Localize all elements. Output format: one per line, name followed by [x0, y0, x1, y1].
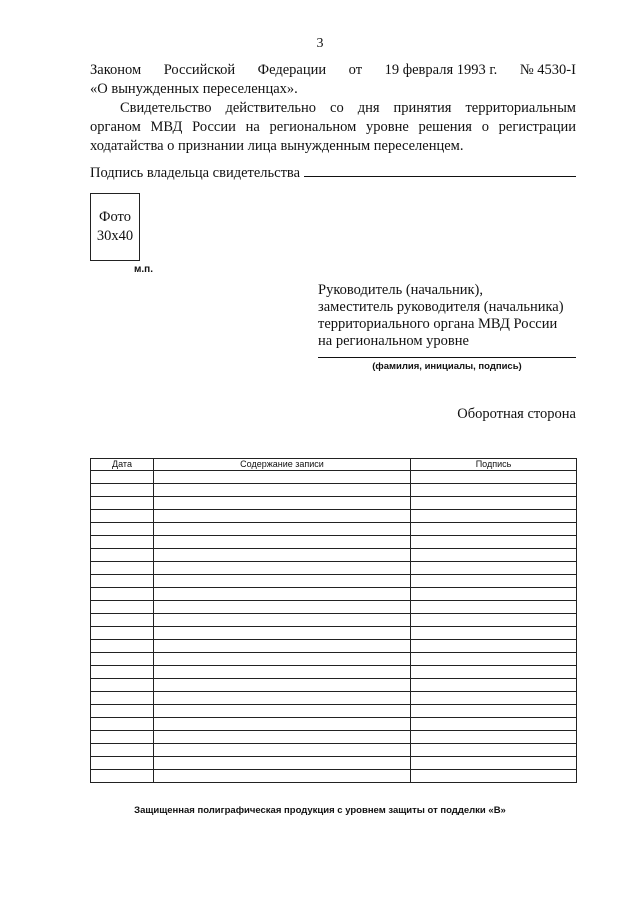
table-row	[91, 679, 577, 692]
date-cell	[91, 770, 154, 783]
entry-cell	[154, 718, 411, 731]
table-row	[91, 536, 577, 549]
entry-cell	[154, 562, 411, 575]
page-number: 3	[316, 36, 324, 51]
entry-cell	[154, 510, 411, 523]
signature-cell	[411, 627, 577, 640]
date-cell	[91, 692, 154, 705]
table-row	[91, 666, 577, 679]
law-date: 19 февраля 1993 г.	[384, 62, 498, 78]
table-body	[91, 471, 577, 783]
entry-cell	[154, 744, 411, 757]
law-line	[90, 61, 576, 80]
entry-cell	[154, 601, 411, 614]
signature-cell	[411, 510, 577, 523]
table-row	[91, 705, 577, 718]
official-line: Руководитель (начальник),	[318, 282, 484, 298]
table-row	[91, 588, 577, 601]
header-signature: Подпись	[411, 459, 577, 471]
entry-cell	[154, 757, 411, 770]
header-entry: Содержание записи	[154, 459, 411, 471]
entry-cell	[154, 484, 411, 497]
owner-signature-label: Подпись владельца свидетельства	[90, 165, 301, 181]
date-cell	[91, 731, 154, 744]
signature-cell	[411, 497, 577, 510]
signature-cell	[411, 562, 577, 575]
date-cell	[91, 562, 154, 575]
signature-cell	[411, 484, 577, 497]
signature-cell	[411, 588, 577, 601]
owner-signature-field	[90, 162, 576, 182]
entry-cell	[154, 471, 411, 484]
date-cell	[91, 679, 154, 692]
signature-cell	[411, 523, 577, 536]
entry-cell	[154, 666, 411, 679]
signature-cell	[411, 653, 577, 666]
law-word: Федерации	[257, 62, 327, 78]
signature-cell	[411, 731, 577, 744]
law-word: от	[348, 62, 363, 78]
date-cell	[91, 614, 154, 627]
date-cell	[91, 536, 154, 549]
signature-cell	[411, 666, 577, 679]
signature-cell	[411, 718, 577, 731]
table-row	[91, 484, 577, 497]
date-cell	[91, 549, 154, 562]
signature-cell	[411, 614, 577, 627]
date-cell	[91, 497, 154, 510]
date-cell	[91, 744, 154, 757]
table-row	[91, 510, 577, 523]
signature-cell	[411, 757, 577, 770]
table-row	[91, 562, 577, 575]
date-cell	[91, 653, 154, 666]
paragraph-validity: Свидетельство действительно со дня принятия территориальным органом МВД России на региональном уровне решения о регистрации ходатайства о признании лица вынужденным переселенцем.	[90, 100, 576, 154]
date-cell	[91, 575, 154, 588]
header-date: Дата	[91, 459, 154, 471]
table-row	[91, 770, 577, 783]
date-cell	[91, 471, 154, 484]
table-row	[91, 601, 577, 614]
entry-cell	[154, 549, 411, 562]
date-cell	[91, 705, 154, 718]
date-cell	[91, 640, 154, 653]
entry-cell	[154, 653, 411, 666]
table-row	[91, 718, 577, 731]
official-line: на региональном уровне	[318, 333, 469, 349]
table-row	[91, 731, 577, 744]
law-number: № 4530-I	[519, 62, 576, 78]
date-cell	[91, 757, 154, 770]
date-cell	[91, 588, 154, 601]
table-row	[91, 640, 577, 653]
entry-cell	[154, 640, 411, 653]
official-signature-line	[318, 357, 576, 358]
signature-cell	[411, 536, 577, 549]
owner-signature-line	[304, 162, 576, 177]
table-row	[91, 614, 577, 627]
entry-cell	[154, 536, 411, 549]
table-row	[91, 575, 577, 588]
date-cell	[91, 666, 154, 679]
law-word: Российской	[163, 62, 236, 78]
signature-cell	[411, 640, 577, 653]
stamp-place: м.п.	[134, 264, 153, 275]
entry-cell	[154, 679, 411, 692]
entry-cell	[154, 497, 411, 510]
table-row	[91, 471, 577, 484]
date-cell	[91, 718, 154, 731]
photo-size: 30x40	[96, 228, 134, 244]
date-cell	[91, 601, 154, 614]
signature-cell	[411, 679, 577, 692]
signature-cell	[411, 705, 577, 718]
signature-cell	[411, 575, 577, 588]
official-signature-caption: (фамилия, инициалы, подпись)	[372, 361, 522, 372]
entry-cell	[154, 614, 411, 627]
entry-cell	[154, 770, 411, 783]
entry-cell	[154, 692, 411, 705]
footer-security-note: Защищенная полиграфическая продукция с уровнем защиты от подделки «В»	[134, 805, 506, 816]
signature-cell	[411, 471, 577, 484]
date-cell	[91, 510, 154, 523]
table-row	[91, 497, 577, 510]
photo-box	[90, 193, 140, 261]
entry-cell	[154, 627, 411, 640]
signature-cell	[411, 692, 577, 705]
entry-cell	[154, 731, 411, 744]
date-cell	[91, 484, 154, 497]
entry-cell	[154, 523, 411, 536]
table-header-row	[91, 459, 577, 471]
signature-cell	[411, 744, 577, 757]
table-row	[91, 692, 577, 705]
official-line: территориального органа МВД России	[318, 316, 558, 332]
date-cell	[91, 627, 154, 640]
signature-cell	[411, 770, 577, 783]
official-block	[318, 282, 564, 350]
table-row	[91, 523, 577, 536]
law-title: «О вынужденных переселенцах».	[90, 81, 298, 97]
entry-cell	[154, 575, 411, 588]
official-line: заместитель руководителя (начальника)	[318, 299, 564, 315]
paragraph-law-reference	[90, 61, 576, 99]
signature-cell	[411, 549, 577, 562]
table-row	[91, 744, 577, 757]
table-row	[91, 627, 577, 640]
law-word: Законом	[90, 62, 142, 78]
table-row	[91, 653, 577, 666]
table-row	[91, 549, 577, 562]
signature-cell	[411, 601, 577, 614]
date-cell	[91, 523, 154, 536]
table-row	[91, 757, 577, 770]
records-table	[90, 458, 577, 783]
reverse-side-heading: Оборотная сторона	[457, 406, 576, 422]
entry-cell	[154, 588, 411, 601]
photo-label: Фото	[99, 209, 131, 225]
entry-cell	[154, 705, 411, 718]
